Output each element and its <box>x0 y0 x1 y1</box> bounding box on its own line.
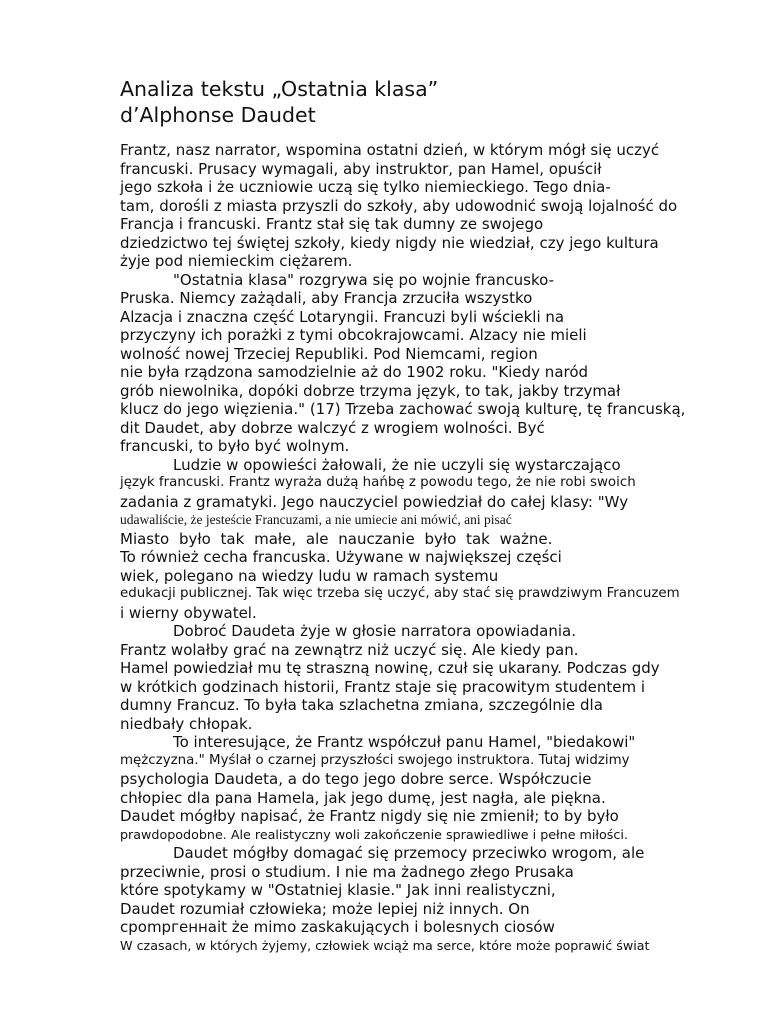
text-line: udawaliście, że jesteście Francuzami, a nie umiecie ani mówić, ani pisać <box>120 512 512 527</box>
text-line: dumny Francuz. To była taka szlachetna zmiana, szczególnie dla <box>120 696 603 714</box>
text-line: Daudet mógłby napisać, że Frantz nigdy się nie zmienił; to by było <box>120 807 619 825</box>
paragraph-first-line: Dobroć Daudeta żyje w głosie narratora opowiadania. <box>173 622 577 640</box>
text-line: Francja i francuski. Frantz stał się tak dumny ze swojego <box>120 215 544 233</box>
document-body <box>120 141 760 955</box>
text-line: Frantz wolałby grać na zewnątrz niż uczyć się. Ale kiedy pan. <box>120 640 579 659</box>
text-line: jego szkoła i że uczniowie uczą się tylko niemieckiego. Tego dnia- <box>120 178 611 196</box>
text-line: przyczyny ich porażki z tymi obcokrajowcami. Alzacy nie mieli <box>120 326 587 344</box>
paragraph-first-line: Daudet mógłby domagać się przemocy przeciwko wrogom, ale <box>173 844 645 862</box>
paragraph-first-line: To interesujące, że Frantz współczuł panu Hamel, "biedakowi" <box>173 733 636 751</box>
text-line: psychologia Daudeta, a do tego jego dobre serce. Współczucie <box>120 770 592 788</box>
text-line: klucz do jego więzienia." (17) Trzeba zachować swoją kulturę, tę francuską, <box>120 400 686 418</box>
text-line: dit Daudet, aby dobrze walczyć z wrogiem wolności. Być <box>120 418 545 437</box>
text-line: żyje pod niemieckim ciężarem. <box>120 252 353 270</box>
text-line: Hamel powiedział mu tę straszną nowinę, czuł się ukarany. Podczas gdy <box>120 659 660 677</box>
text-line: Miasto było tak małe, ale nauczanie było tak ważne. <box>120 529 553 548</box>
text-line: edukacji publicznej. Tak więc trzeba się uczyć, aby stać się prawdziwym Francuzem <box>120 586 680 601</box>
text-line: język francuski. Frantz wyraża dużą hańbę z powodu tego, że nie robi swoich <box>120 475 636 490</box>
text-line: Frantz, nasz narrator, wspomina ostatni dzień, w którym mógł się uczyć <box>120 141 660 159</box>
text-line: To również cecha francuska. Używane w największej części <box>120 548 562 566</box>
text-line: wiek, polegano na wiedzy ludu w ramach systemu <box>120 566 499 585</box>
text-line: tam, dorośli z miasta przyszli do szkoły, aby udowodnić swoją lojalność do <box>120 196 678 215</box>
document-title <box>120 76 438 128</box>
text-line: francuski. Prusacy wymagali, aby instruktor, pan Hamel, opuścił <box>120 159 602 178</box>
text-line: i wierny obywatel. <box>120 603 257 622</box>
text-line: Daudet rozumiał człowieka; może lepiej niż innych. On <box>120 899 530 918</box>
text-line: wolność nowej Trzeciej Republiki. Pod Niemcami, region <box>120 344 538 363</box>
text-line: mężczyzna." Myślał o czarnej przyszłości swojego instruktora. Tutaj widzimy <box>120 752 630 768</box>
text-line: które spotykamy w "Ostatniej klasie." Jak inni realistyczni, <box>120 881 556 899</box>
text-line: dziedzictwo tej świętej szkoły, kiedy nigdy nie wiedział, czy jego kultura <box>120 233 659 252</box>
text-line: grób niewolnika, dopóki dobrze trzyma język, to tak, jakby trzymał <box>120 381 621 400</box>
text-line: Alzacja i znaczna część Lotaryngii. Francuzi byli wściekli na <box>120 307 565 326</box>
text-line: nie była rządzona samodzielnie aż do 1902 roku. "Kiedy naród <box>120 363 589 381</box>
paragraph-first-line: Ludzie w opowieści żałowali, że nie uczyli się wystarczająco <box>173 455 621 474</box>
title-line-1: Analiza tekstu „Ostatnia klasa” <box>120 77 439 101</box>
title-line-2: d’Alphonse Daudet <box>120 103 316 127</box>
text-line: chłopiec dla pana Hamela, jak jego dumę, jest nagła, ale piękna. <box>120 788 606 807</box>
paragraph-first-line: "Ostatnia klasa" rozgrywa się po wojnie francusko- <box>173 270 554 289</box>
text-line: niedbały chłopak. <box>120 714 253 733</box>
text-line: przeciwnie, prosi o studium. I nie ma żadnego złego Prusaka <box>120 862 574 881</box>
text-line: francuski, to było być wolnym. <box>120 437 350 455</box>
text-line: prawdopodobne. Ale realistyczny woli zakończenie sprawiedliwe i pełne miłości. <box>120 826 628 842</box>
text-line: W czasach, w których żyjemy, człowiek wciąż ma serce, które może poprawić świat <box>120 937 650 953</box>
text-line: срomргеннait że mimo zaskakujących i bolesnych ciosów <box>120 918 555 936</box>
text-line: zadania z gramatyki. Jego nauczyciel powiedział do całej klasy: "Wy <box>120 492 629 511</box>
text-line: Pruska. Niemcy zażądali, aby Francja zrzuciła wszystko <box>120 289 533 307</box>
text-line: w krótkich godzinach historii, Frantz staje się pracowitym studentem i <box>120 677 646 696</box>
